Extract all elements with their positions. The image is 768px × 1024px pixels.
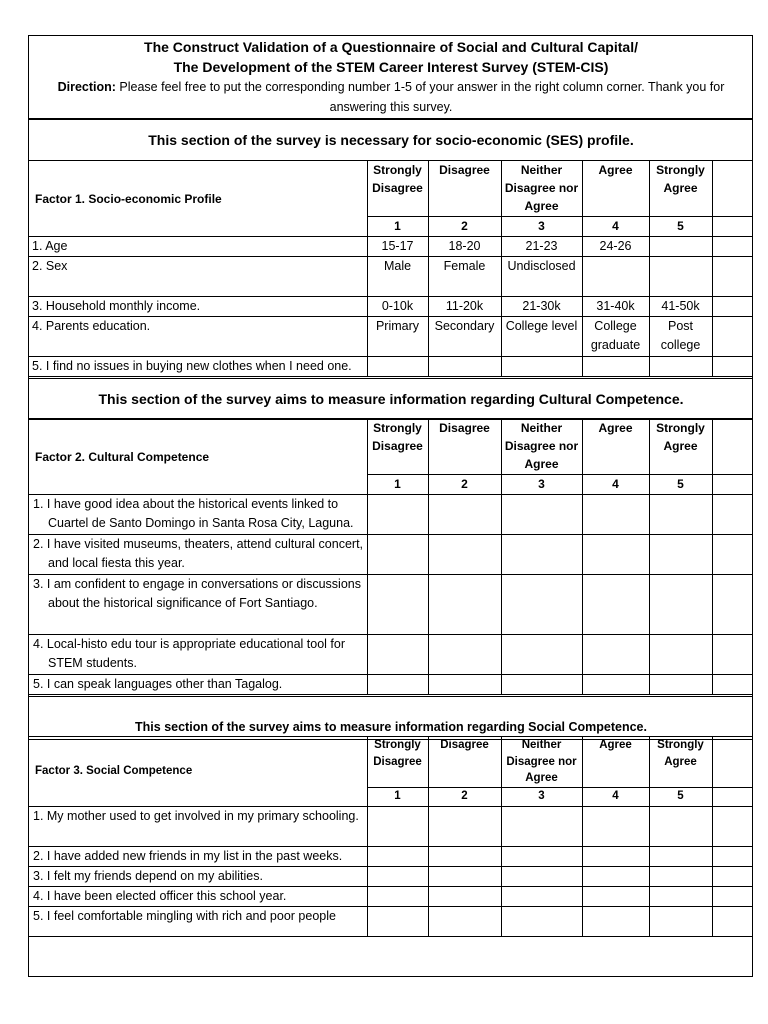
question-text: 1. My mother used to get involved in my primary schooling. bbox=[29, 806, 367, 846]
survey-sheet bbox=[28, 35, 753, 977]
option-cell: 21-30k bbox=[501, 297, 582, 317]
option-cell: 15-17 bbox=[367, 237, 428, 257]
title-table bbox=[29, 36, 753, 119]
rating-cell[interactable] bbox=[582, 675, 649, 695]
answer-cell[interactable] bbox=[712, 575, 753, 635]
scale-number-4: 4 bbox=[582, 787, 649, 806]
scale-label-1: Strongly Disagree bbox=[367, 161, 428, 217]
rating-cell[interactable] bbox=[428, 575, 501, 635]
answer-cell[interactable] bbox=[712, 257, 753, 297]
question-text: 2. I have visited museums, theaters, attend cultural concert, and local fiesta this year. bbox=[29, 535, 367, 575]
scale-label-4: Agree bbox=[582, 161, 649, 217]
option-cell: College graduate bbox=[582, 317, 649, 357]
rating-cell[interactable] bbox=[367, 535, 428, 575]
rating-cell[interactable] bbox=[582, 906, 649, 936]
option-cell: Primary bbox=[367, 317, 428, 357]
rating-cell[interactable] bbox=[428, 886, 501, 906]
rating-cell[interactable] bbox=[649, 886, 712, 906]
rating-cell[interactable] bbox=[501, 535, 582, 575]
question-text: 1. I have good idea about the historical events linked to Cuartel de Santo Domingo in Santa Rosa City, Laguna. bbox=[29, 495, 367, 535]
rating-cell[interactable] bbox=[428, 495, 501, 535]
social-competence-table bbox=[29, 736, 753, 937]
title-cell bbox=[29, 36, 753, 119]
rating-cell[interactable] bbox=[367, 806, 428, 846]
direction-body: Please feel free to put the corresponding number 1-5 of your answer in the right column corner. Thank you for answering this survey. bbox=[115, 80, 725, 114]
rating-cell[interactable] bbox=[501, 675, 582, 695]
rating-cell[interactable] bbox=[582, 866, 649, 886]
option-cell bbox=[649, 257, 712, 297]
question-text: 3. I am confident to engage in conversations or discussions about the historical significance of Fort Santiago. bbox=[29, 575, 367, 635]
option-cell: 21-23 bbox=[501, 237, 582, 257]
scale-number-2: 2 bbox=[428, 217, 501, 237]
option-cell: 24-26 bbox=[582, 237, 649, 257]
option-cell: Female bbox=[428, 257, 501, 297]
rating-cell[interactable] bbox=[501, 495, 582, 535]
table-row bbox=[29, 575, 753, 635]
rating-cell[interactable] bbox=[367, 635, 428, 675]
answer-cell[interactable] bbox=[712, 297, 753, 317]
survey-title-line2: The Development of the STEM Career Interest Survey (STEM-CIS) bbox=[173, 59, 609, 75]
factor3-label: Factor 3. Social Competence bbox=[29, 737, 367, 807]
rating-cell[interactable] bbox=[367, 575, 428, 635]
scale-label-5: Strongly Agree bbox=[649, 737, 712, 788]
factor2-label: Factor 2. Cultural Competence bbox=[29, 419, 367, 495]
scale-number-3: 3 bbox=[501, 787, 582, 806]
scale-label-4: Agree bbox=[582, 737, 649, 788]
direction-text bbox=[45, 77, 737, 117]
option-cell: Post college bbox=[649, 317, 712, 357]
option-cell: 41-50k bbox=[649, 297, 712, 317]
scale-label-1: Strongly Disagree bbox=[367, 419, 428, 475]
table-row bbox=[29, 297, 753, 317]
rating-cell[interactable] bbox=[501, 866, 582, 886]
scale-label-3: Neither Disagree nor Agree bbox=[501, 737, 582, 788]
rating-cell[interactable] bbox=[582, 846, 649, 866]
option-cell: College level bbox=[501, 317, 582, 357]
answer-column-number bbox=[712, 787, 753, 806]
rating-cell[interactable] bbox=[582, 886, 649, 906]
scale-number-5: 5 bbox=[649, 217, 712, 237]
question-text: 5. I feel comfortable mingling with rich and poor people bbox=[29, 906, 367, 936]
rating-cell[interactable] bbox=[367, 675, 428, 695]
survey-title-line1: The Construct Validation of a Questionnaire of Social and Cultural Capital/ bbox=[144, 39, 638, 55]
rating-cell[interactable] bbox=[428, 846, 501, 866]
rating-cell[interactable] bbox=[649, 535, 712, 575]
section3-heading: This section of the survey aims to measure information regarding Social Competence. bbox=[29, 697, 753, 740]
scale-label-4: Agree bbox=[582, 419, 649, 475]
rating-cell[interactable] bbox=[367, 846, 428, 866]
answer-cell[interactable] bbox=[712, 237, 753, 257]
rating-cell[interactable] bbox=[649, 495, 712, 535]
option-cell: 31-40k bbox=[582, 297, 649, 317]
rating-cell[interactable] bbox=[582, 806, 649, 846]
answer-cell[interactable] bbox=[712, 906, 753, 936]
answer-cell[interactable] bbox=[712, 635, 753, 675]
rating-cell[interactable] bbox=[367, 866, 428, 886]
rating-cell[interactable] bbox=[582, 575, 649, 635]
rating-cell[interactable] bbox=[367, 906, 428, 936]
rating-cell[interactable] bbox=[428, 675, 501, 695]
rating-cell[interactable] bbox=[367, 495, 428, 535]
rating-cell[interactable] bbox=[649, 575, 712, 635]
scale-number-1: 1 bbox=[367, 475, 428, 495]
option-cell: 0-10k bbox=[367, 297, 428, 317]
scale-number-3: 3 bbox=[501, 217, 582, 237]
row-label: 5. I find no issues in buying new clothes when I need one. bbox=[29, 357, 367, 377]
rating-cell[interactable] bbox=[582, 635, 649, 675]
table-row bbox=[29, 675, 753, 695]
question-text: 5. I can speak languages other than Tagalog. bbox=[29, 675, 367, 695]
rating-cell[interactable] bbox=[649, 806, 712, 846]
scale-label-2: Disagree bbox=[428, 419, 501, 475]
section1-heading-table bbox=[29, 119, 753, 161]
scale-label-2: Disagree bbox=[428, 161, 501, 217]
row-label: 3. Household monthly income. bbox=[29, 297, 367, 317]
question-text: 4. I have been elected officer this school year. bbox=[29, 886, 367, 906]
scale-number-5: 5 bbox=[649, 475, 712, 495]
rating-cell[interactable] bbox=[501, 906, 582, 936]
table-row bbox=[29, 535, 753, 575]
table-row bbox=[29, 317, 753, 357]
section3-heading-table bbox=[29, 696, 753, 740]
rating-cell[interactable] bbox=[428, 906, 501, 936]
row-label: 4. Parents education. bbox=[29, 317, 367, 357]
scale-number-5: 5 bbox=[649, 787, 712, 806]
scale-number-4: 4 bbox=[582, 475, 649, 495]
answer-column-number bbox=[712, 475, 753, 495]
rating-cell[interactable] bbox=[649, 675, 712, 695]
option-cell bbox=[582, 257, 649, 297]
factor1-label: Factor 1. Socio-economic Profile bbox=[29, 161, 367, 237]
scale-label-5: Strongly Agree bbox=[649, 419, 712, 475]
table-row bbox=[29, 906, 753, 936]
answer-cell[interactable] bbox=[712, 806, 753, 846]
scale-number-2: 2 bbox=[428, 475, 501, 495]
row-label: 1. Age bbox=[29, 237, 367, 257]
option-cell: Secondary bbox=[428, 317, 501, 357]
rating-cell[interactable] bbox=[501, 806, 582, 846]
table-row bbox=[29, 237, 753, 257]
table-row bbox=[29, 357, 753, 377]
rating-cell[interactable] bbox=[428, 806, 501, 846]
direction-label: Direction: bbox=[57, 80, 116, 94]
rating-cell[interactable] bbox=[649, 906, 712, 936]
answer-cell[interactable] bbox=[712, 317, 753, 357]
scale-number-4: 4 bbox=[582, 217, 649, 237]
scale-label-5: Strongly Agree bbox=[649, 161, 712, 217]
answer-cell[interactable] bbox=[712, 866, 753, 886]
scale-label-1: Strongly Disagree bbox=[367, 737, 428, 788]
section2-heading-table bbox=[29, 378, 753, 420]
answer-column-header bbox=[712, 161, 753, 217]
option-cell bbox=[649, 237, 712, 257]
option-cell[interactable] bbox=[649, 357, 712, 377]
scale-label-2: Disagree bbox=[428, 737, 501, 788]
table-row bbox=[29, 886, 753, 906]
rating-cell[interactable] bbox=[649, 635, 712, 675]
rating-cell[interactable] bbox=[501, 635, 582, 675]
ses-profile-table bbox=[29, 160, 753, 377]
answer-cell[interactable] bbox=[712, 357, 753, 377]
option-cell: 11-20k bbox=[428, 297, 501, 317]
rating-cell[interactable] bbox=[501, 886, 582, 906]
option-cell: Male bbox=[367, 257, 428, 297]
rating-cell[interactable] bbox=[428, 535, 501, 575]
option-cell: Undisclosed bbox=[501, 257, 582, 297]
scale-number-2: 2 bbox=[428, 787, 501, 806]
table-row bbox=[29, 866, 753, 886]
question-text: 2. I have added new friends in my list in the past weeks. bbox=[29, 846, 367, 866]
scale-label-3: Neither Disagree nor Agree bbox=[501, 161, 582, 217]
rating-cell[interactable] bbox=[501, 575, 582, 635]
answer-cell[interactable] bbox=[712, 675, 753, 695]
rating-cell[interactable] bbox=[649, 866, 712, 886]
rating-cell[interactable] bbox=[428, 866, 501, 886]
option-cell: 18-20 bbox=[428, 237, 501, 257]
question-text: 3. I felt my friends depend on my abilities. bbox=[29, 866, 367, 886]
scale-number-1: 1 bbox=[367, 217, 428, 237]
scale-number-3: 3 bbox=[501, 475, 582, 495]
section2-heading: This section of the survey aims to measure information regarding Cultural Competence. bbox=[29, 379, 753, 420]
answer-cell[interactable] bbox=[712, 886, 753, 906]
table-row bbox=[29, 257, 753, 297]
rating-cell[interactable] bbox=[582, 535, 649, 575]
table-row bbox=[29, 846, 753, 866]
table-row bbox=[29, 806, 753, 846]
option-cell[interactable] bbox=[582, 357, 649, 377]
table-row bbox=[29, 635, 753, 675]
scale-number-1: 1 bbox=[367, 787, 428, 806]
answer-cell[interactable] bbox=[712, 846, 753, 866]
option-cell[interactable] bbox=[367, 357, 428, 377]
answer-cell[interactable] bbox=[712, 495, 753, 535]
question-text: 4. Local-histo edu tour is appropriate educational tool for STEM students. bbox=[29, 635, 367, 675]
rating-cell[interactable] bbox=[428, 635, 501, 675]
answer-column-header bbox=[712, 737, 753, 788]
rating-cell[interactable] bbox=[649, 846, 712, 866]
rating-cell[interactable] bbox=[501, 846, 582, 866]
section1-heading: This section of the survey is necessary for socio-economic (SES) profile. bbox=[29, 120, 753, 161]
rating-cell[interactable] bbox=[582, 495, 649, 535]
rating-cell[interactable] bbox=[367, 886, 428, 906]
table-row bbox=[29, 495, 753, 535]
scale-label-3: Neither Disagree nor Agree bbox=[501, 419, 582, 475]
answer-cell[interactable] bbox=[712, 535, 753, 575]
option-cell[interactable] bbox=[428, 357, 501, 377]
answer-column-header bbox=[712, 419, 753, 475]
option-cell[interactable] bbox=[501, 357, 582, 377]
answer-column-number bbox=[712, 217, 753, 237]
cultural-competence-table bbox=[29, 418, 753, 695]
row-label: 2. Sex bbox=[29, 257, 367, 297]
